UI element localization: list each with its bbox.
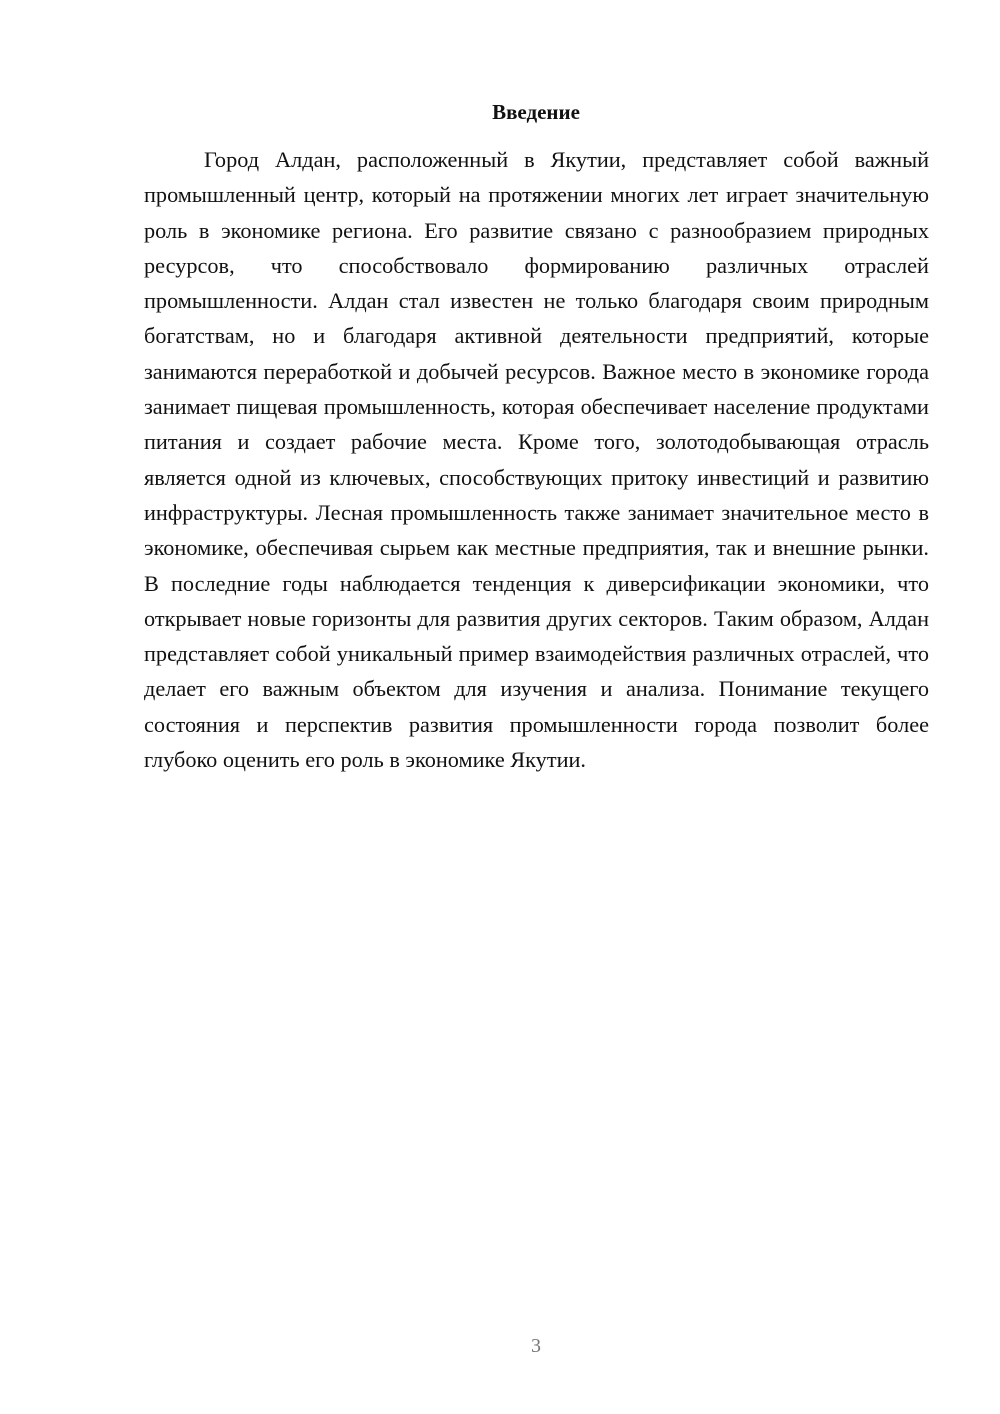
body-paragraph: Город Алдан, расположенный в Якутии, представляет собой важный промышленный центр, который на протяжении многих лет играет значительную роль в экономике региона. Его развитие связано с разнообразием природных ресурсов, что способствовало формированию различных отраслей промышленности. Алдан стал известен не только благодаря своим природным богатствам, но и благодаря активной деятельности предприятий, которые занимаются переработкой и добычей ресурсов. Важное место в экономике города занимает пищевая промышленность, которая обеспечивает население продуктами питания и создает рабочие места. Кроме того, золотодобывающая отрасль является одной из ключевых, способствующих притоку инвестиций и развитию инфраструктуры. Лесная промышленность также занимает значительное место в экономике, обеспечивая сырьем как местные предприятия, так и внешние рынки. В последние годы наблюдается тенденция к диверсификации экономики, что открывает новые горизонты для развития других секторов. Таким образом, Алдан представляет собой уникальный пример взаимодействия различных отраслей, что делает его важным объектом для изучения и анализа. Понимание текущего состояния и перспектив развития промышленности города позволит более глубоко оценить его роль в экономике Якутии.: [144, 147, 929, 773]
page-number: 3: [531, 1335, 541, 1357]
section-heading: Введение: [492, 100, 580, 124]
